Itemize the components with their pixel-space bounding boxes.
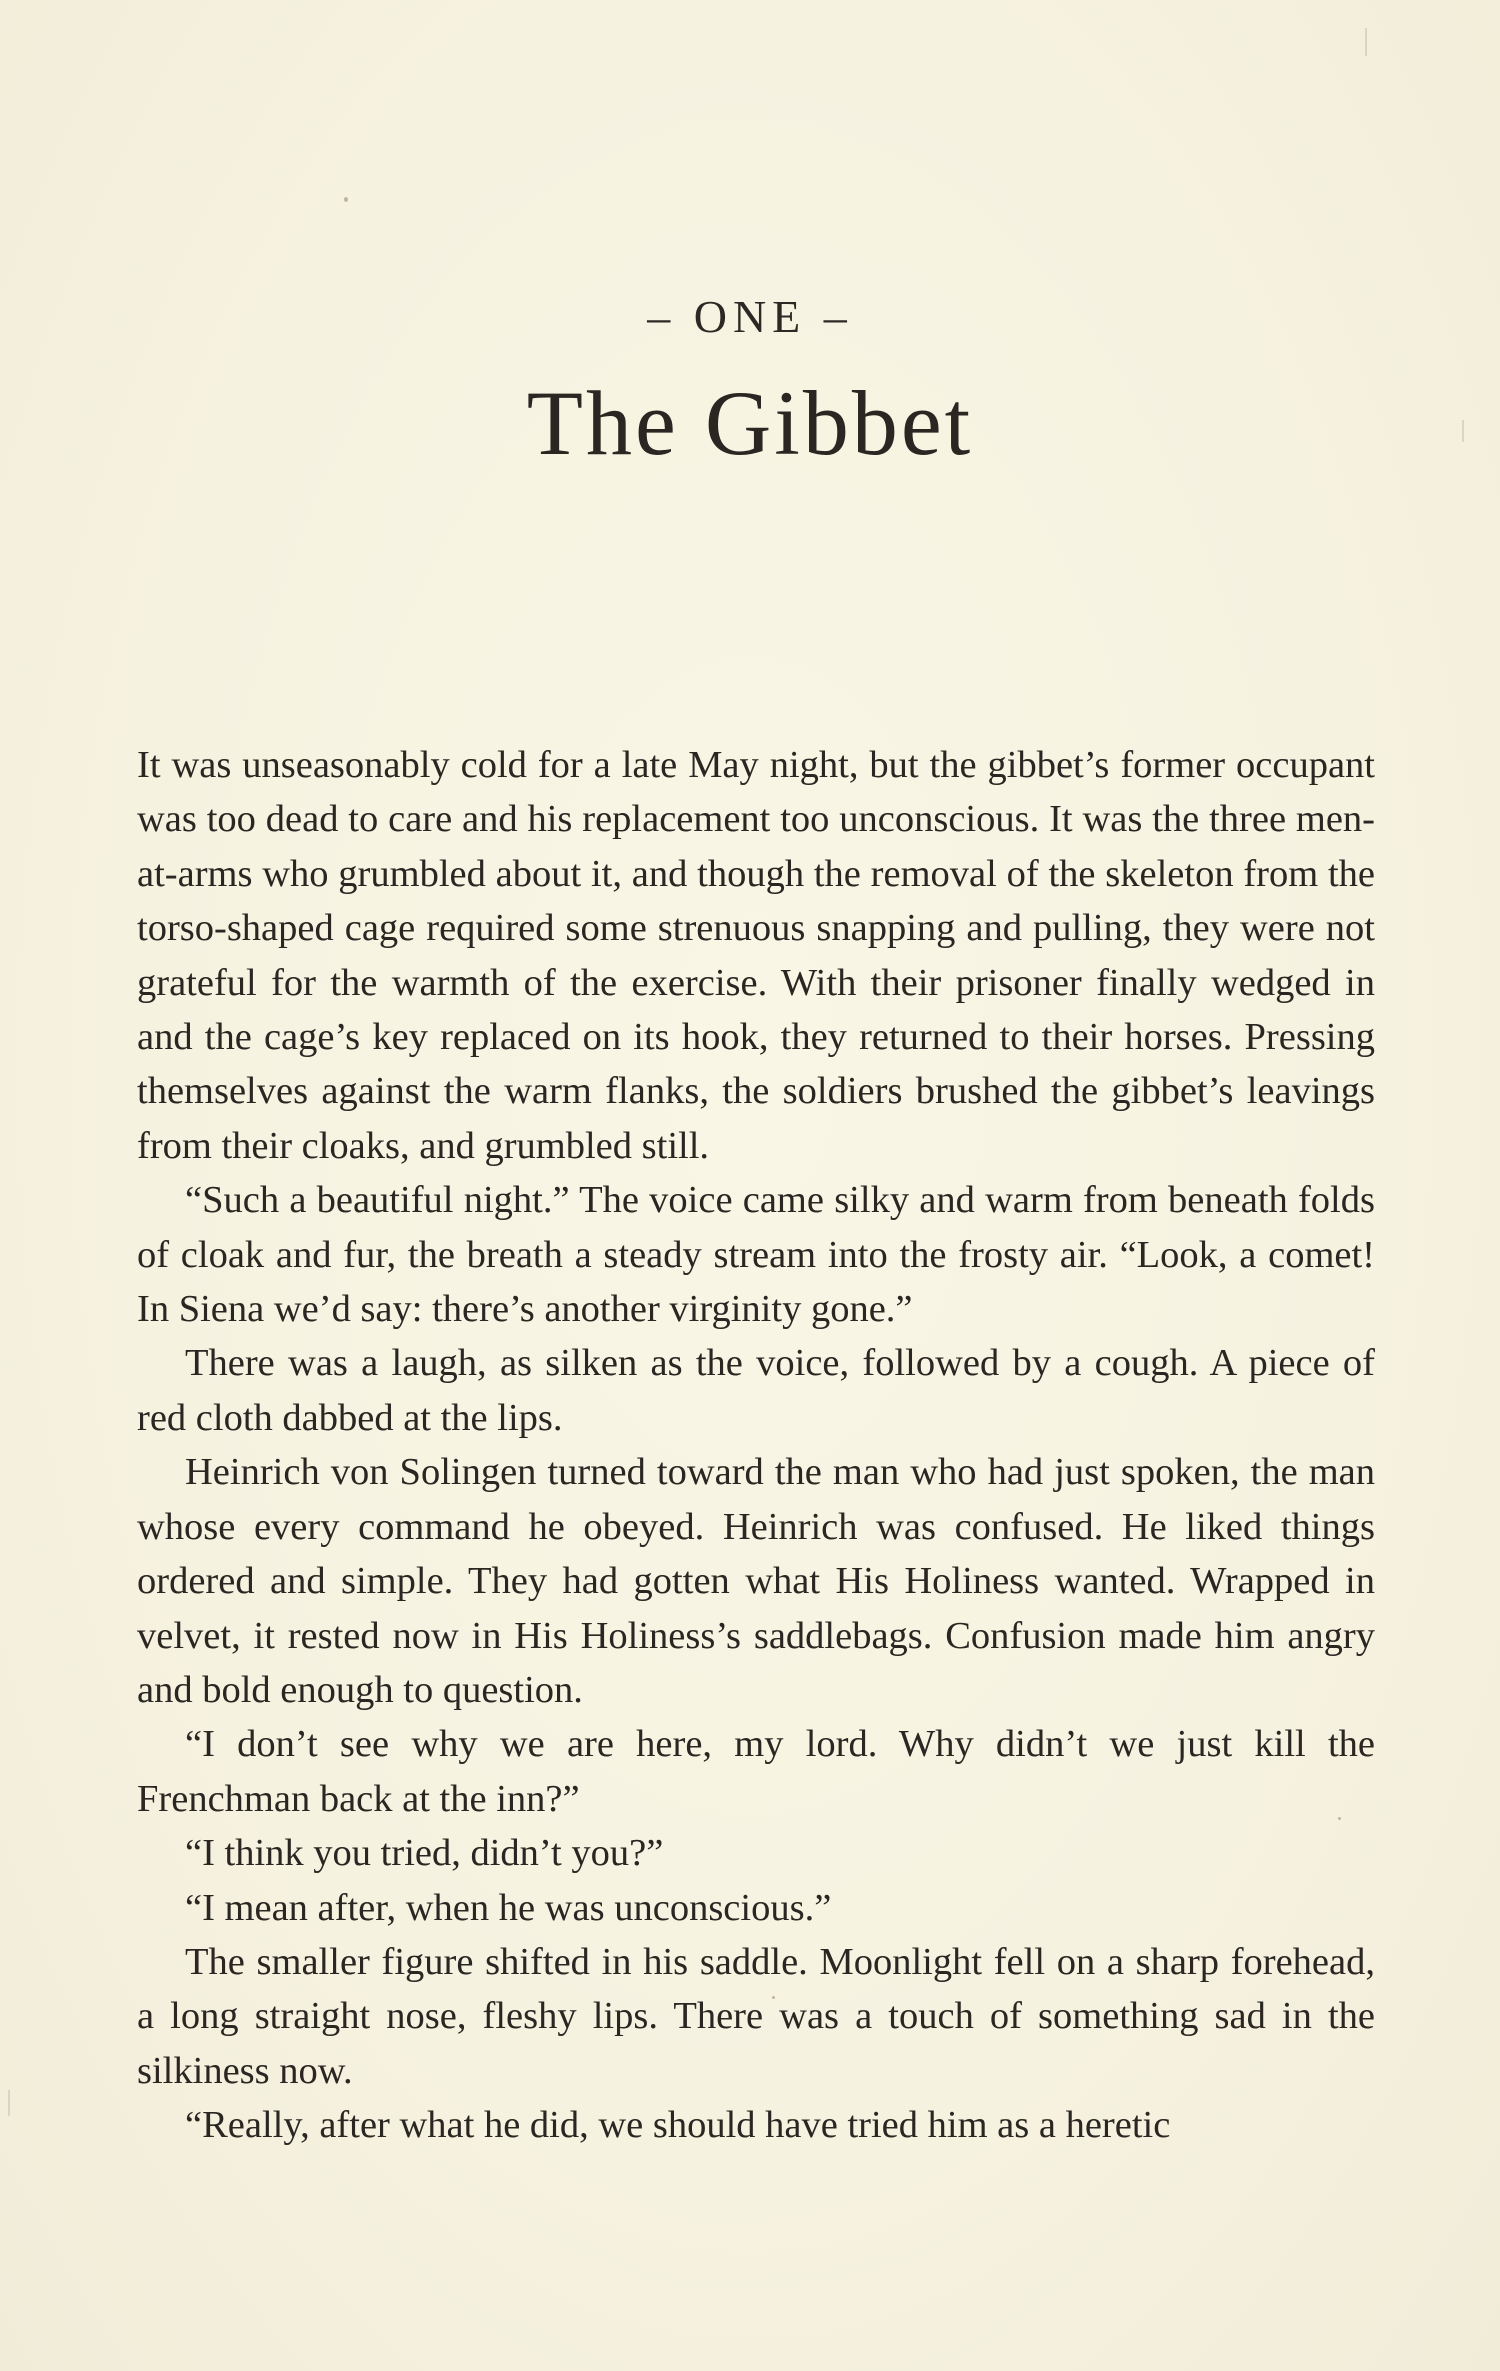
paragraph: “Such a beautiful night.” The voice came silky and warm from beneath folds of cloak and fur, the breath a steady stream into the frosty air. “Look, a comet! In Siena we’d say: there’s another virginity gone.”: [137, 1179, 1375, 1331]
chapter-body: [137, 738, 1375, 2153]
scan-speck: [344, 197, 348, 202]
paragraph: “I don’t see why we are here, my lord. Why didn’t we just kill the Frenchman back at the inn?”: [137, 1723, 1375, 1820]
chapter-title: The Gibbet: [526, 372, 974, 474]
chapter-number: – ONE –: [647, 291, 853, 342]
paragraph: It was unseasonably cold for a late May night, but the gibbet’s former occupant was too dead to care and his replacement too unconscious. It was the three men-at-arms who grumbled about it, and though the removal of the skeleton from the torso-shaped cage required some strenuous snapping and pulling, they were not grateful for the warmth of the exercise. With their prisoner finally wedged in and the cage’s key replaced on its hook, they returned to their horses. Pressing themselves against the warm flanks, the soldiers brushed the gibbet’s leavings from their cloaks, and grumbled still.: [137, 744, 1375, 1167]
scan-edge-mark: [1365, 28, 1367, 56]
paragraph: “I mean after, when he was unconscious.”: [185, 1886, 832, 1929]
paragraph: “I think you tried, didn’t you?”: [185, 1832, 664, 1875]
paragraph: “Really, after what he did, we should have tried him as a heretic: [185, 2104, 1171, 2147]
scan-edge-mark: [8, 2090, 10, 2116]
paragraph: Heinrich von Solingen turned toward the man who had just spoken, the man whose every command he obeyed. Heinrich was confused. He liked things ordered and simple. They had gotten what His Holiness wanted. Wrapped in velvet, it rested now in His Holiness’s saddlebags. Confusion made him angry and bold enough to question.: [137, 1451, 1375, 1711]
paragraph: There was a laugh, as silken as the voice, followed by a cough. A piece of red cloth dabbed at the lips.: [137, 1342, 1375, 1439]
paragraph: The smaller figure shifted in his saddle. Moonlight fell on a sharp forehead, a long straight nose, fleshy lips. There was a touch of something sad in the silkiness now.: [137, 1940, 1375, 2092]
